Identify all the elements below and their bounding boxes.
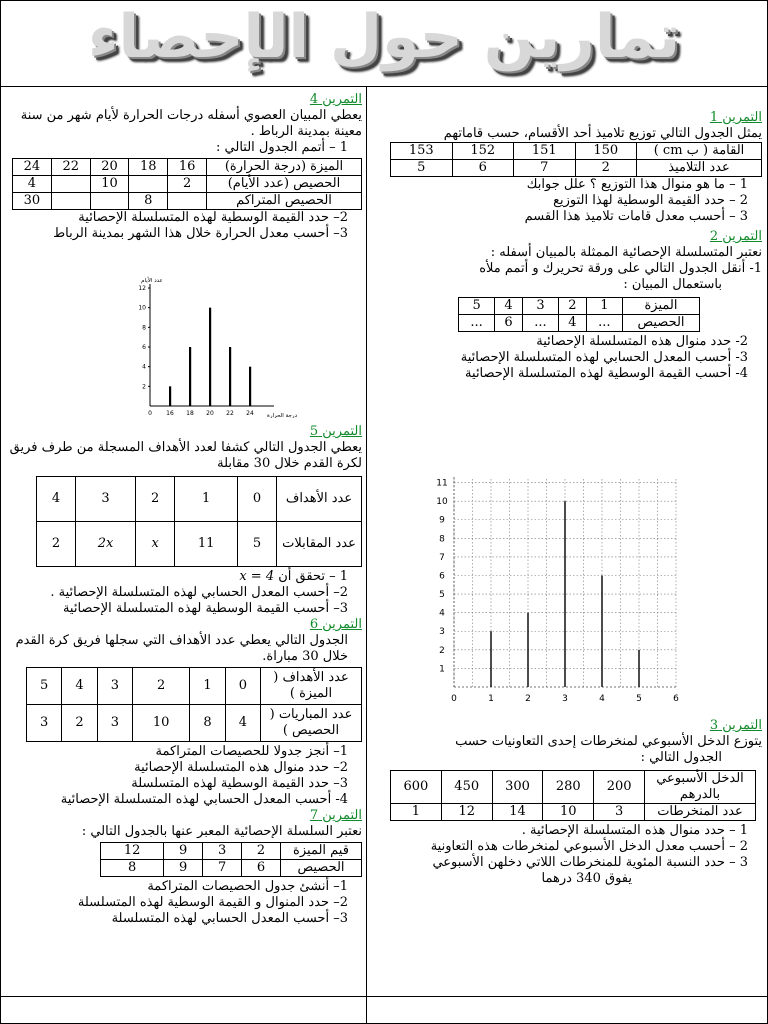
table-cell: 6: [242, 860, 281, 877]
table-header-cell: الميزة (درجة الحرارة): [207, 159, 362, 176]
exercise-4-title: التمرين 4: [309, 92, 362, 107]
x-tick-label: 24: [246, 410, 254, 417]
table-cell: 1: [190, 668, 225, 705]
exercise-2-question-2: 2- حدد منوال هذه المتسلسلة الإحصائية: [536, 334, 748, 349]
table-cell: 4: [37, 477, 76, 522]
table-cell: 0: [238, 477, 277, 522]
table-cell: 6: [452, 160, 514, 177]
table-cell: 7: [203, 860, 242, 877]
exercise-5-table: [36, 476, 362, 567]
table-row: [27, 705, 362, 742]
table-cell: 18: [129, 159, 168, 176]
table-cell: 280: [543, 771, 594, 804]
table-cell: 5: [238, 522, 277, 567]
left-column-lower: [6, 424, 362, 927]
table-cell: 7: [514, 160, 576, 177]
table-cell: 10: [543, 804, 594, 821]
table-row: [391, 143, 762, 160]
exercise-7-intro: نعتبر السلسلة الإحصائية المعبر عنها بالجدول التالي :: [81, 824, 362, 839]
table-cell: 8: [101, 860, 164, 877]
bar: [249, 367, 251, 406]
exercise-7-question-2: 2– حدد المنوال و القيمة الوسطية لهذه المتسلسلة: [77, 895, 348, 910]
exercise-2-question-3: 3- أحسب المعدل الحسابي لهذه المتسلسلة الإحصائية: [460, 350, 748, 365]
x-tick-label: 5: [636, 694, 642, 704]
exercise-1-question-1: 1 – ما هو منوال هذا التوزيع ؟ علل جوابك: [526, 177, 748, 192]
table-cell: 4: [13, 176, 52, 193]
exercise-3-question-1: 1 – حدد منوال هذه المتسلسلة الإحصائية .: [521, 823, 748, 838]
exercise-1-question-2: 2 – حدد القيمة الوسطية لهذا التوزيع: [553, 193, 748, 208]
table-header-cell: القامة ( ب cm ): [637, 143, 762, 160]
y-tick-label: 3: [439, 627, 445, 638]
exercise-4-table: [12, 158, 362, 210]
table-cell: 4: [495, 298, 523, 315]
exercise-4-question-1: 1 – أتمم الجدول التالي :: [216, 140, 348, 155]
table-cell: 3: [522, 298, 558, 315]
table-cell: 5: [391, 160, 453, 177]
exercise-2-question-4: 4- أحسب القيمة الوسطية لهذه المتسلسلة الإحصائية: [465, 366, 748, 381]
table-cell: 2: [136, 477, 175, 522]
table-cell: 4: [62, 668, 97, 705]
y-tick-label: 8: [142, 324, 146, 332]
table-cell: [129, 176, 168, 193]
table-cell: 5: [459, 298, 495, 315]
table-cell: [51, 193, 90, 210]
table-cell: 24: [13, 159, 52, 176]
exercise-1: [374, 110, 762, 225]
table-cell: 3: [203, 843, 242, 860]
table-cell: 1: [586, 298, 622, 315]
x-tick-label: 3: [562, 694, 568, 704]
table-header-cell: الحصيص (عدد الأيام): [207, 176, 362, 193]
y-tick-label: 7: [439, 552, 445, 563]
x-tick-label: 16: [166, 410, 174, 417]
x-tick-label: 0: [148, 410, 152, 417]
table-cell: 3: [75, 477, 135, 522]
table-cell: 4: [559, 315, 587, 332]
exercise-7: [6, 808, 362, 927]
exercise-7-question-1: 1– أنشئ جدول الحصيصات المتراكمة: [147, 879, 348, 894]
y-tick-label: 8: [439, 534, 445, 545]
table-header-cell: عدد الأهداف: [277, 477, 362, 522]
exercise-6-question-3: 3– حدد القيمة الوسطية لهذه المتسلسلة: [131, 776, 348, 791]
exercise-4-question-2: 2– حدد القيمة الوسطية لهذه المتسلسلة الإحصائية: [78, 210, 348, 225]
exercise-7-title: التمرين 7: [309, 808, 362, 823]
table-row: [391, 771, 756, 804]
table-cell: 5: [27, 668, 62, 705]
exercise-3-table: [390, 770, 756, 821]
table-cell: 20: [90, 159, 129, 176]
y-tick-label: 4: [142, 363, 146, 371]
table-cell: 14: [492, 804, 543, 821]
y-tick-label: 6: [142, 344, 146, 351]
exercise-7-question-3: 3– أحسب المعدل الحسابي لهذه المتسلسلة: [111, 911, 348, 926]
exercise-6-question-1: 1– أنجز جدولا للحصيصات المتراكمة: [155, 744, 348, 759]
table-cell: 300: [492, 771, 543, 804]
y-tick-label: 6: [439, 571, 445, 582]
column-divider: [366, 86, 367, 1024]
table-cell: 10: [133, 705, 190, 742]
table-cell: 2: [62, 705, 97, 742]
y-tick-label: 10: [138, 304, 146, 312]
exercise-4-bar-chart: [128, 272, 308, 418]
exercise-1-table: [390, 142, 762, 177]
table-cell: x: [136, 522, 175, 567]
table-cell: ...: [522, 315, 558, 332]
exercise-2-question-1b: باستعمال المبيان :: [623, 277, 722, 292]
exercise-5: [6, 424, 362, 617]
y-tick-label: 2: [142, 383, 146, 391]
exercise-2: [374, 229, 762, 382]
table-header-cell: الميزة: [623, 298, 700, 315]
y-tick-label: 4: [439, 608, 445, 619]
exercise-4: [6, 92, 362, 242]
table-cell: 2: [37, 522, 76, 567]
table-cell: 3: [594, 804, 645, 821]
table-row: [101, 860, 362, 877]
exercise-3-question-2: 2 – أحسب معدل الدخل الأسبوعي لمنخرطات هذه التعاونية: [430, 839, 748, 854]
table-header-cell: قيم الميزة: [281, 843, 362, 860]
exercise-6: [6, 617, 362, 808]
table-cell: 3: [97, 705, 132, 742]
table-cell: 2x: [75, 522, 135, 567]
x-tick-label: 6: [673, 694, 679, 704]
table-cell: 16: [168, 159, 207, 176]
right-column: [374, 110, 762, 382]
table-cell: 1: [391, 804, 442, 821]
y-axis-label: عدد الأيام: [141, 278, 163, 284]
table-cell: 9: [164, 860, 203, 877]
table-cell: 12: [441, 804, 492, 821]
exercise-6-table: [26, 667, 362, 742]
table-cell: 8: [129, 193, 168, 210]
table-cell: 153: [391, 143, 453, 160]
x-tick-label: 22: [226, 410, 234, 417]
y-tick-label: 12: [138, 285, 146, 292]
exercise-3-intro-2: الجدول التالي :: [640, 750, 722, 765]
y-tick-label: 11: [436, 478, 448, 489]
table-cell: 11: [175, 522, 238, 567]
exercise-4-question-3: 3– أحسب معدل الحرارة خلال هذا الشهر بمدينة الرباط: [53, 226, 348, 241]
footer-line: [0, 996, 768, 997]
table-cell: 2: [575, 160, 637, 177]
x-tick-label: 20: [206, 410, 214, 417]
exercise-6-intro: الجدول التالي يعطي عدد الأهداف التي سجلها فريق كرة القدم خلال 30 مباراة.: [15, 633, 348, 664]
table-cell: [90, 193, 129, 210]
exercise-7-table: [100, 842, 362, 877]
table-row: [459, 298, 700, 315]
table-cell: 0: [225, 668, 260, 705]
table-cell: 152: [452, 143, 514, 160]
table-header-cell: عدد التلاميذ: [637, 160, 762, 177]
exercise-4-intro: يعطي المبيان العصوي أسفله درجات الحرارة لأيام شهر من سنة معينة بمدينة الرباط .: [20, 108, 362, 139]
exercise-1-question-3: 3 – أحسب معدل قامات تلاميذ هذا القسم: [524, 209, 748, 224]
x-tick-label: 18: [186, 410, 194, 417]
exercise-2-intro: نعتبر المتسلسلة الإحصائية الممثلة بالمبيان أسفله :: [490, 245, 762, 260]
table-header-cell: الدخل الأسبوعي بالدرهم: [645, 771, 756, 804]
table-header-cell: الحصيص: [623, 315, 700, 332]
table-cell: 1: [175, 477, 238, 522]
x-tick-label: 2: [525, 694, 531, 704]
exercise-2-bar-chart: [424, 455, 686, 705]
y-tick-label: 5: [439, 590, 445, 601]
x-tick-label: 1: [488, 694, 494, 704]
exercise-3-intro-1: يتوزع الدخل الأسبوعي لمنخرطات إحدى التعاونيات حسب: [455, 734, 762, 749]
y-tick-label: 1: [439, 664, 445, 675]
exercise-5-question-1-text: 1 – تحقق أن: [278, 569, 348, 584]
table-cell: 450: [441, 771, 492, 804]
exercise-6-question-2: 2– حدد منوال هذه المتسلسلة الإحصائية: [134, 760, 348, 775]
bar: [209, 308, 211, 406]
table-cell: ...: [459, 315, 495, 332]
table-cell: 10: [90, 176, 129, 193]
exercise-1-title: التمرين 1: [709, 110, 762, 125]
table-row: [101, 843, 362, 860]
table-row: [459, 315, 700, 332]
table-row: [27, 668, 362, 705]
table-cell: [51, 176, 90, 193]
x-axis-label: درجة الحرارة: [266, 413, 298, 418]
page-title: تمارين حول الإحصاء: [87, 2, 681, 72]
table-cell: 4: [225, 705, 260, 742]
exercise-3-question-3a: 3 – حدد النسبة المئوية للمنخرطات اللاتي دخلهن الأسبوعي: [432, 855, 748, 870]
table-cell: 2: [559, 298, 587, 315]
table-header-cell: عدد الأهداف ( الميزة ): [261, 668, 362, 705]
table-cell: 151: [514, 143, 576, 160]
table-cell: 2: [242, 843, 281, 860]
table-header-cell: عدد المنخرطات: [645, 804, 756, 821]
x-tick-label: 4: [599, 694, 605, 704]
table-cell: 200: [594, 771, 645, 804]
table-cell: ...: [586, 315, 622, 332]
bar: [189, 347, 191, 406]
exercise-5-question-1: [6, 569, 362, 585]
exercise-3-title: التمرين 3: [709, 718, 762, 733]
table-cell: 6: [495, 315, 523, 332]
table-row: [37, 522, 362, 567]
table-cell: 2: [168, 176, 207, 193]
exercise-1-intro: يمثل الجدول التالي توزيع تلاميذ أحد الأقسام، حسب قاماتهم: [443, 126, 762, 141]
table-header-cell: عدد المقابلات: [277, 522, 362, 567]
table-row: [13, 159, 362, 176]
x-tick-label: 0: [451, 694, 457, 704]
y-tick-label: 2: [439, 645, 445, 656]
exercise-5-question-2: 2– أحسب المعدل الحسابي لهذه المتسلسلة الإحصائية .: [50, 585, 348, 600]
table-row: [13, 176, 362, 193]
exercise-2-table: [458, 297, 700, 332]
table-cell: 22: [51, 159, 90, 176]
table-row: [391, 160, 762, 177]
y-tick-label: 9: [439, 515, 445, 526]
table-row: [13, 193, 362, 210]
exercise-2-question-1a: 1- أنقل الجدول التالي على ورقة تحريرك و أتمم ملأه: [479, 261, 762, 276]
table-cell: 30: [13, 193, 52, 210]
exercise-6-title: التمرين 6: [309, 617, 362, 632]
bar: [229, 347, 231, 406]
bar: [169, 386, 171, 406]
y-tick-label: 10: [436, 497, 448, 508]
exercise-5-question-3: 3– أحسب القيمة الوسطية لهذه المتسلسلة الإحصائية: [62, 601, 348, 616]
exercise-2-title: التمرين 2: [709, 229, 762, 244]
table-header-cell: الحصيص: [281, 860, 362, 877]
table-header-cell: عدد المباريات ( الحصيص ): [261, 705, 362, 742]
exercise-3-question-3b: يفوق 340 درهما: [541, 871, 632, 886]
table-cell: 600: [391, 771, 442, 804]
exercise-5-title: التمرين 5: [309, 424, 362, 439]
table-cell: [168, 193, 207, 210]
exercise-5-intro: يعطي الجدول التالي كشفا لعدد الأهداف المسجلة من طرف فريق لكرة القدم خلال 30 مقابلة: [9, 440, 362, 471]
exercise-6-question-4: 4- أحسب المعدل الحسابي لهذه المتسلسلة الإحصائية: [60, 792, 348, 807]
table-cell: 150: [575, 143, 637, 160]
table-cell: 2: [133, 668, 190, 705]
table-cell: 3: [27, 705, 62, 742]
table-cell: 12: [101, 843, 164, 860]
table-cell: 9: [164, 843, 203, 860]
table-cell: 8: [190, 705, 225, 742]
table-row: [37, 477, 362, 522]
table-header-cell: الحصيص المتراكم: [207, 193, 362, 210]
table-cell: 3: [97, 668, 132, 705]
left-column: [6, 92, 362, 242]
table-row: [391, 804, 756, 821]
exercise-5-question-1-math: x = 4: [239, 569, 275, 584]
exercise-3: [374, 718, 762, 887]
title-banner: [0, 0, 768, 87]
